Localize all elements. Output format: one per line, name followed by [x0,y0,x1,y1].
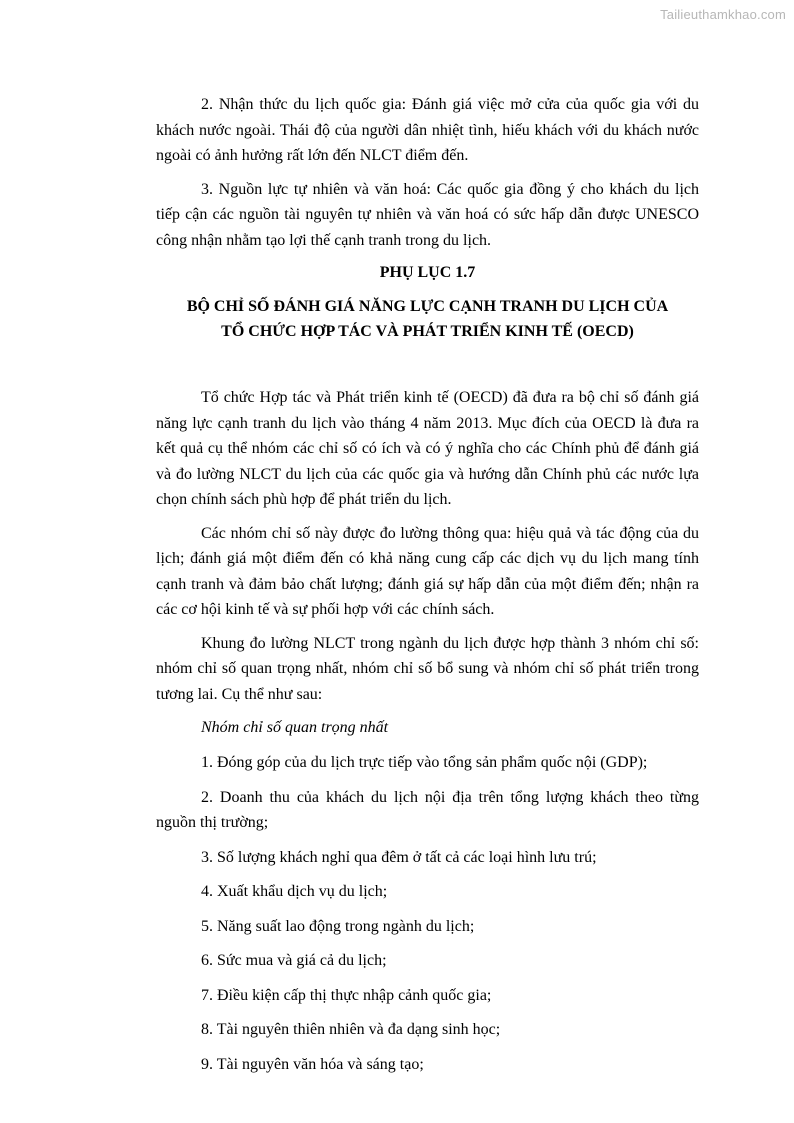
indicator-item: 4. Xuất khẩu dịch vụ du lịch; [201,883,388,900]
indicator-item: 9. Tài nguyên văn hóa và sáng tạo; [201,1055,424,1073]
indicator-item: 7. Điều kiện cấp thị thực nhập cảnh quốc gia; [201,986,492,1004]
document-page [156,92,699,1086]
watermark-text: Tailieuthamkhao.com [660,7,786,22]
indicator-item: 6. Sức mua và giá cả du lịch; [201,952,387,969]
indicator-item: 5. Năng suất lao động trong ngành du lịch; [201,917,475,935]
appendix-title: PHỤ LỤC 1.7 [379,264,476,281]
indicator-item: 2. Doanh thu của khách du lịch nội địa trên tổng lượng khách theo từng nguồn thị trường; [156,788,699,831]
body-paragraph: Các nhóm chỉ số này được đo lường thông qua: hiệu quả và tác động của du lịch; đánh giá một điểm đến có khả năng cung cấp các dịch vụ du lịch mang tính cạnh tranh và đảm bảo chất lượng; đánh giá sự hấp dẫn của một điểm đến; nhận ra các cơ hội kinh tế và sự phối hợp với các chính sách. [156,524,699,618]
section-title-line-2: TỔ CHỨC HỢP TÁC VÀ PHÁT TRIỂN KINH TẾ (OECD) [221,323,634,340]
intro-paragraph: 2. Nhận thức du lịch quốc gia: Đánh giá việc mở cửa của quốc gia với du khách nước ngoài. Thái độ của người dân nhiệt tình, hiếu khách với du khách nước ngoài có ảnh hưởng rất lớn đến NLCT điểm đến. [156,96,699,164]
body-paragraph: Khung đo lường NLCT trong ngành du lịch được hợp thành 3 nhóm chỉ số: nhóm chỉ số quan trọng nhất, nhóm chỉ số bổ sung và nhóm chỉ số phát triển trong tương lai. Cụ thể như sau: [156,634,699,703]
indicator-item: 1. Đóng góp của du lịch trực tiếp vào tổng sản phẩm quốc nội (GDP); [201,754,648,771]
body-paragraph: Tổ chức Hợp tác và Phát triển kinh tế (OECD) đã đưa ra bộ chỉ số đánh giá năng lực cạnh tranh du lịch vào tháng 4 năm 2013. Mục đích của OECD là đưa ra kết quả cụ thể nhóm các chỉ số có ích và có ý nghĩa cho các Chính phủ để đánh giá và đo lường NLCT du lịch của các quốc gia và hướng dẫn Chính phủ các nước lựa chọn chính sách phù hợp để phát triển du lịch. [156,389,699,508]
spacer [156,344,699,385]
intro-paragraph: 3. Nguồn lực tự nhiên và văn hoá: Các quốc gia đồng ý cho khách du lịch tiếp cận các nguồn tài nguyên tự nhiên và văn hoá có sức hấp dẫn được UNESCO công nhận nhằm tạo lợi thế cạnh tranh trong du lịch. [156,180,699,249]
group-heading: Nhóm chỉ số quan trọng nhất [201,719,389,736]
indicator-item: 8. Tài nguyên thiên nhiên và đa dạng sinh học; [201,1021,501,1038]
indicator-item: 3. Số lượng khách nghỉ qua đêm ở tất cả các loại hình lưu trú; [201,848,597,866]
section-title-line-1: BỘ CHỈ SỐ ĐÁNH GIÁ NĂNG LỰC CẠNH TRANH DU LỊCH CỦA [186,298,669,315]
